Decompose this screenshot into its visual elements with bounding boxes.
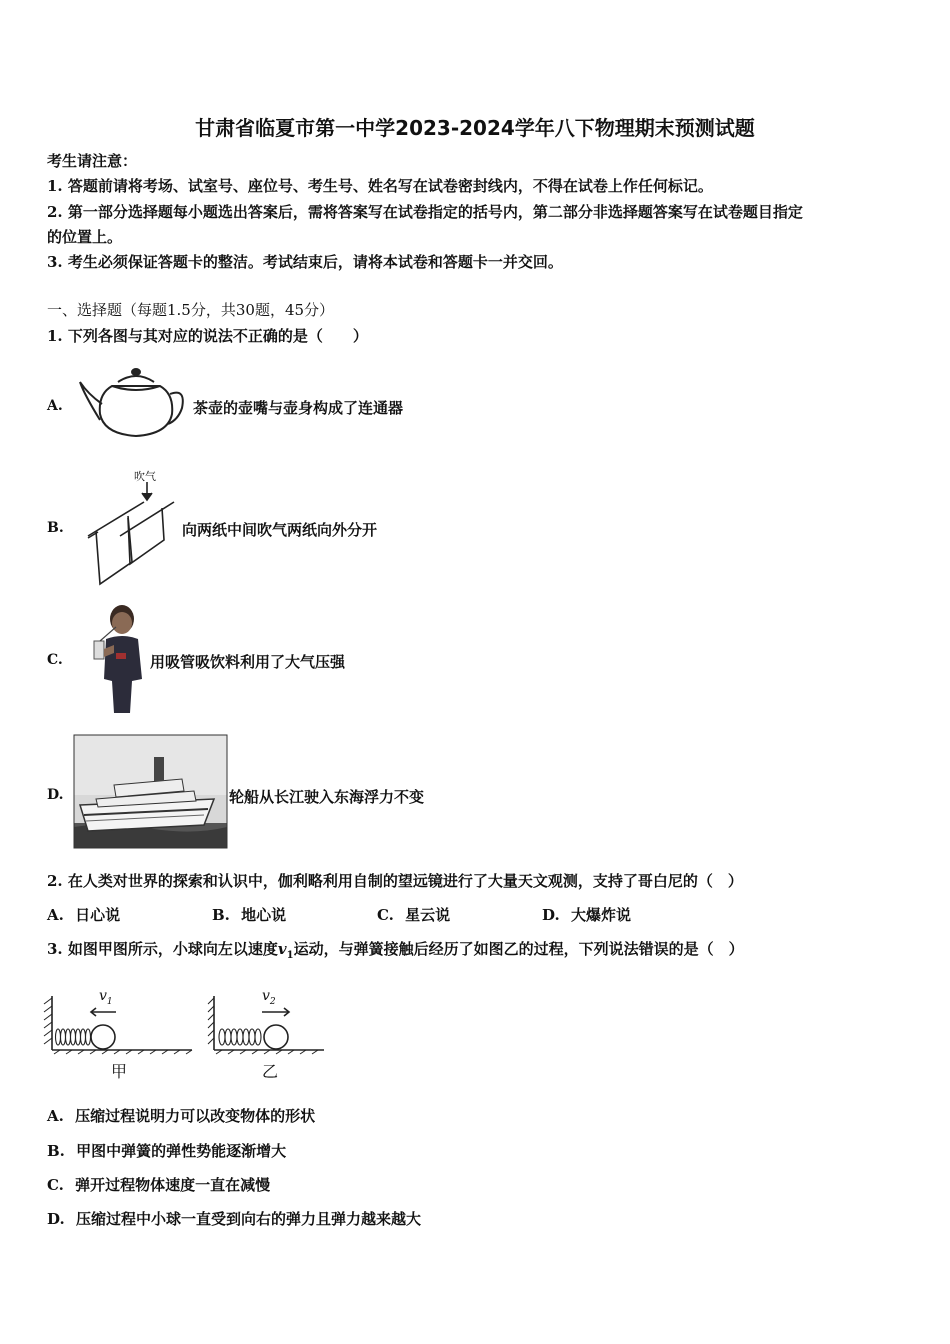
q1-option-a-text: 茶壶的壶嘴与壶身构成了连通器 xyxy=(193,399,404,417)
q2-option-d xyxy=(542,905,631,925)
q1-option-c-label: C. xyxy=(47,652,63,668)
q3-option-c xyxy=(47,1175,270,1195)
q2-option-c-label: C. xyxy=(377,906,394,924)
q3-stem-pre: 3. 如图甲图所示，小球向左以速度 xyxy=(47,940,278,958)
q3-fig-yi-velocity xyxy=(262,988,276,1007)
q1-stem: 1. 下列各图与其对应的说法不正确的是（ ） xyxy=(47,327,368,345)
page-title: 甘肃省临夏市第一中学2023-2024学年八下物理期末预测试题 xyxy=(195,116,755,140)
q3-stem xyxy=(47,939,744,966)
q3-stem-var: v xyxy=(277,940,287,958)
q3-option-b-label: B. xyxy=(47,1142,65,1160)
q2-option-c-text: 星云说 xyxy=(405,906,451,924)
q3-option-b-text: 甲图中弹簧的弹性势能逐渐增大 xyxy=(76,1142,287,1160)
section-heading: 一、选择题（每题1.5分，共30题，45分） xyxy=(47,301,335,319)
q3-option-d-label: D. xyxy=(47,1210,65,1228)
q1-option-b-text: 向两纸中间吹气两纸向外分开 xyxy=(182,521,378,539)
q1-option-a-label: A. xyxy=(47,398,63,414)
q3-fig-caption-yi: 乙 xyxy=(262,1062,279,1081)
q2-stem: 2. 在人类对世界的探索和认识中，伽利略利用自制的望远镜进行了大量天文观测，支持了哥白尼的（ ） xyxy=(47,872,743,890)
teapot-icon xyxy=(78,364,188,442)
notice-item-2: 2. 第一部分选择题每小题选出答案后，需将答案写在试卷指定的括号内，第二部分非选择题答案写在试卷题目指定 xyxy=(47,203,803,221)
q3-fig-yi-sub: 2 xyxy=(269,996,276,1007)
q3-fig-caption-jia: 甲 xyxy=(111,1062,128,1081)
q1-option-d-label: D. xyxy=(47,787,64,803)
q3-fig-jia-v: v xyxy=(99,988,107,1004)
q3-fig-jia-sub: 1 xyxy=(106,996,113,1007)
q2-option-b xyxy=(212,905,286,925)
q3-option-c-label: C. xyxy=(47,1176,64,1194)
q2-option-a xyxy=(47,905,120,925)
notice-item-3: 3. 考生必须保证答题卡的整洁。考试结束后，请将本试卷和答题卡一并交回。 xyxy=(47,253,563,271)
q3-stem-sub: 1 xyxy=(286,950,294,961)
q3-option-a xyxy=(47,1106,315,1126)
q3-fig-jia-velocity xyxy=(99,988,113,1007)
q2-option-b-text: 地心说 xyxy=(241,906,287,924)
q3-option-a-label: A. xyxy=(47,1107,64,1125)
q1-option-d-text: 轮船从长江驶入东海浮力不变 xyxy=(229,788,425,806)
q2-option-d-label: D. xyxy=(542,906,560,924)
q2-option-a-label: A. xyxy=(47,906,64,924)
blow-caption: 吹气 xyxy=(134,470,156,483)
q3-option-d xyxy=(47,1209,421,1229)
q3-stem-post: 运动，与弹簧接触后经历了如图乙的过程，下列说法错误的是（ ） xyxy=(293,940,744,958)
q3-option-d-text: 压缩过程中小球一直受到向右的弹力且弹力越来越大 xyxy=(75,1210,421,1228)
q3-fig-yi-v: v xyxy=(262,988,270,1004)
notice-heading: 考生请注意： xyxy=(47,152,138,170)
paper-blow-icon xyxy=(84,480,176,590)
notice-item-2-cont: 的位置上。 xyxy=(47,228,123,246)
boy-straw-image xyxy=(86,603,144,713)
q1-option-b-label: B. xyxy=(47,520,64,536)
q2-option-b-label: B. xyxy=(212,906,230,924)
q2-option-c xyxy=(377,905,450,925)
spring-figure-jia xyxy=(44,990,194,1054)
q3-option-b xyxy=(47,1141,286,1161)
q1-option-c-text: 用吸管吸饮料利用了大气压强 xyxy=(150,653,346,671)
q3-option-a-text: 压缩过程说明力可以改变物体的形状 xyxy=(75,1107,316,1125)
q2-option-a-text: 日心说 xyxy=(75,906,121,924)
ship-image xyxy=(74,735,227,848)
notice-item-1: 1. 答题前请将考场、试室号、座位号、考生号、姓名写在试卷密封线内，不得在试卷上作任何标记。 xyxy=(47,177,713,195)
q3-option-c-text: 弹开过程物体速度一直在减慢 xyxy=(75,1176,271,1194)
q2-option-d-text: 大爆炸说 xyxy=(570,906,631,924)
